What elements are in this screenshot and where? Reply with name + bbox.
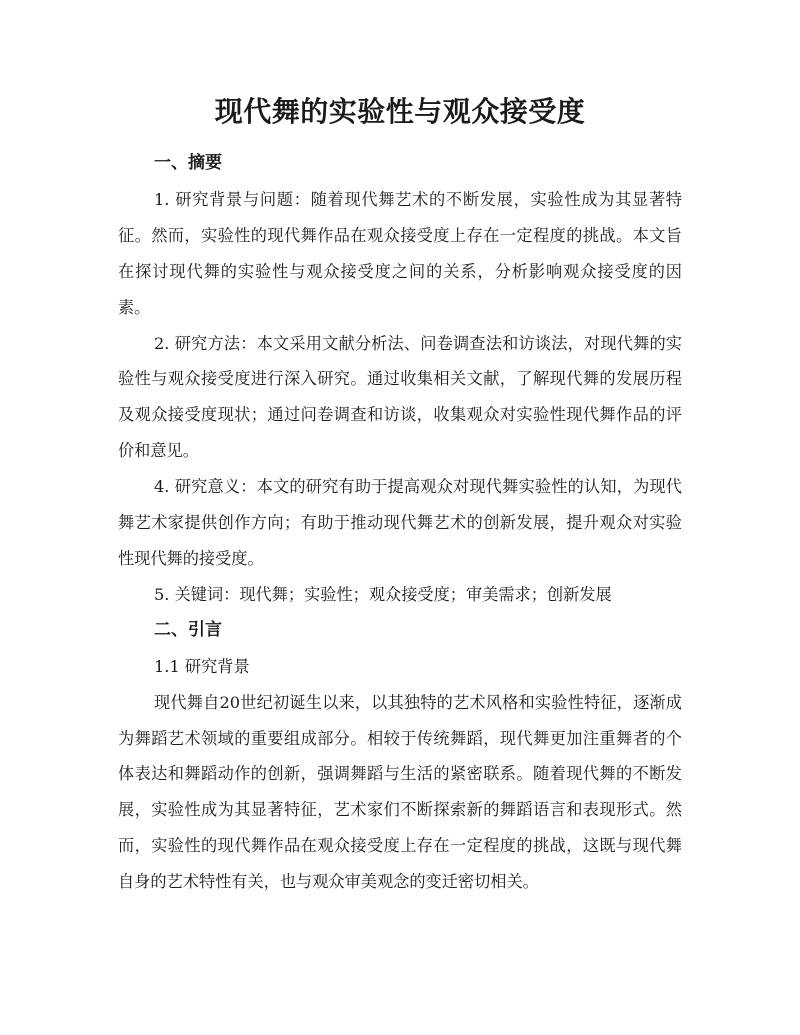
- section-heading-introduction: 二、引言: [154, 619, 222, 640]
- abstract-paragraph-background: 1. 研究背景与问题：随着现代舞艺术的不断发展，实验性成为其显著特征。然而，实验性的现代舞作品在观众接受度上存在一定程度的挑战。本文旨在探讨现代舞的实验性与观众接受度之间的关系，分析影响观众接受度的因素。: [118, 189, 682, 317]
- document-title: 现代舞的实验性与观众接受度: [214, 95, 586, 128]
- subsection-heading-background: 1.1 研究背景: [154, 656, 250, 676]
- abstract-paragraph-significance: 4. 研究意义：本文的研究有助于提高观众对现代舞实验性的认知，为现代舞艺术家提供创作方向；有助于推动现代舞艺术的创新发展，提升观众对实验性现代舞的接受度。: [118, 477, 682, 568]
- document-body: [118, 146, 682, 900]
- abstract-paragraph-keywords: 5. 关键词：现代舞；实验性；观众接受度；审美需求；创新发展: [154, 584, 612, 604]
- section-heading-abstract: 一、摘要: [154, 153, 222, 173]
- abstract-paragraph-method: 2. 研究方法：本文采用文献分析法、问卷调查法和访谈法，对现代舞的实验性与观众接受度进行深入研究。通过收集相关文献，了解现代舞的发展历程及观众接受度现状；通过问卷调查和访谈，收集观众对实验性现代舞作品的评价和意见。: [118, 333, 682, 461]
- introduction-paragraph: 现代舞自20世纪初诞生以来，以其独特的艺术风格和实验性特征，逐渐成为舞蹈艺术领域的重要组成部分。相较于传统舞蹈，现代舞更加注重舞者的个体表达和舞蹈动作的创新，强调舞蹈与生活的紧密联系。随着现代舞的不断发展，实验性成为其显著特征，艺术家们不断探索新的舞蹈语言和表现形式。然而，实验性的现代舞作品在观众接受度上存在一定程度的挑战，这既与现代舞自身的艺术特性有关，也与观众审美观念的变迁密切相关。: [118, 692, 682, 892]
